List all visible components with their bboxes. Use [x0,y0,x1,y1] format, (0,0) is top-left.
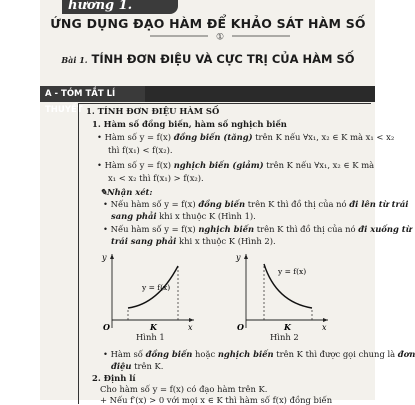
fig1-curve-label: y = f(x) [142,283,171,292]
fig2-curve-label: y = f(x) [278,267,307,276]
section-label: A - TÓM TẮT LÍ THUYẾT [40,86,145,102]
figure-2-graph [232,250,332,345]
bullet-increasing-line2: thì f(x₁) < f(x₂). [108,145,173,155]
heading-theorem: 2. Định lí [92,373,136,383]
fig1-k-label: K [150,322,157,332]
note-1-line2: sang phải khi x thuộc K (Hình 1). [111,211,256,221]
fig1-y-label: y [102,253,107,262]
theorem-line1: Cho hàm số y = f(x) có đạo hàm trên K. [100,384,268,394]
chapter-title: ỨNG DỤNG ĐẠO HÀM ĐỂ KHẢO SÁT HÀM SỐ [50,16,366,31]
heading-increasing-decreasing: 1. Hàm số đồng biến, hàm số nghịch biến [92,119,287,129]
bullet-decreasing-line1: • Hàm số y = f(x) nghịch biến (giảm) trên K nếu ∀x₁, x₂ ∈ K mà [97,160,375,170]
figure-1-caption: Hình 1 [136,332,165,342]
note-heading: ✎Nhận xét: [100,187,153,197]
bullet-increasing-line1: • Hàm số y = f(x) đồng biến (tăng) trên K nếu ∀x₁, x₂ ∈ K mà x₁ < x₂ [97,132,395,142]
pencil-icon: ✎ [100,187,108,197]
bullet-decreasing-line2: x₁ < x₂ thì f(x₁) > f(x₂). [108,173,204,183]
note-2-line1: • Nếu hàm số y = f(x) nghịch biến trên K thì đồ thị của nó đi xuống từ [103,224,412,234]
chapter-tab: hương 1. [62,0,178,14]
fig2-y-label: y [236,253,241,262]
fig2-origin: O [237,322,244,332]
fig1-origin: O [103,322,110,332]
note-3-line1: • Hàm số đồng biến hoặc nghịch biến trên K thì được gọi chung là đơn [103,349,415,359]
ornament-mark: ① [215,32,225,43]
lesson-prefix: Bài 1. [61,55,88,65]
fig1-x-label: x [188,323,193,332]
note-3-line2: điệu trên K. [111,361,164,371]
ornament-divider [120,31,320,41]
figure-2-caption: Hình 2 [270,332,299,342]
bullet-icon: • [97,132,105,142]
figure-1-graph [98,250,198,345]
note-1-line1: • Nếu hàm số y = f(x) đồng biến trên K thì đồ thị của nó đi lên từ trái [103,199,409,209]
heading-monotonic: 1. TÍNH ĐƠN ĐIỆU HÀM SỐ [86,106,220,116]
bullet-icon: • [97,160,105,170]
theorem-line2: + Nếu f′(x) > 0 với mọi x ∈ K thì hàm số f(x) đồng biến [100,395,333,405]
lesson-title [48,52,368,66]
fig2-x-label: x [322,323,327,332]
bullet-icon: • [103,224,111,234]
lesson-title-text: TÍNH ĐƠN ĐIỆU VÀ CỰC TRỊ CỦA HÀM SỐ [87,52,355,66]
fig2-k-label: K [284,322,291,332]
note-2-line2: trái sang phải khi x thuộc K (Hình 2). [111,236,276,246]
bullet-icon: • [103,349,111,359]
bullet-icon: • [103,199,111,209]
